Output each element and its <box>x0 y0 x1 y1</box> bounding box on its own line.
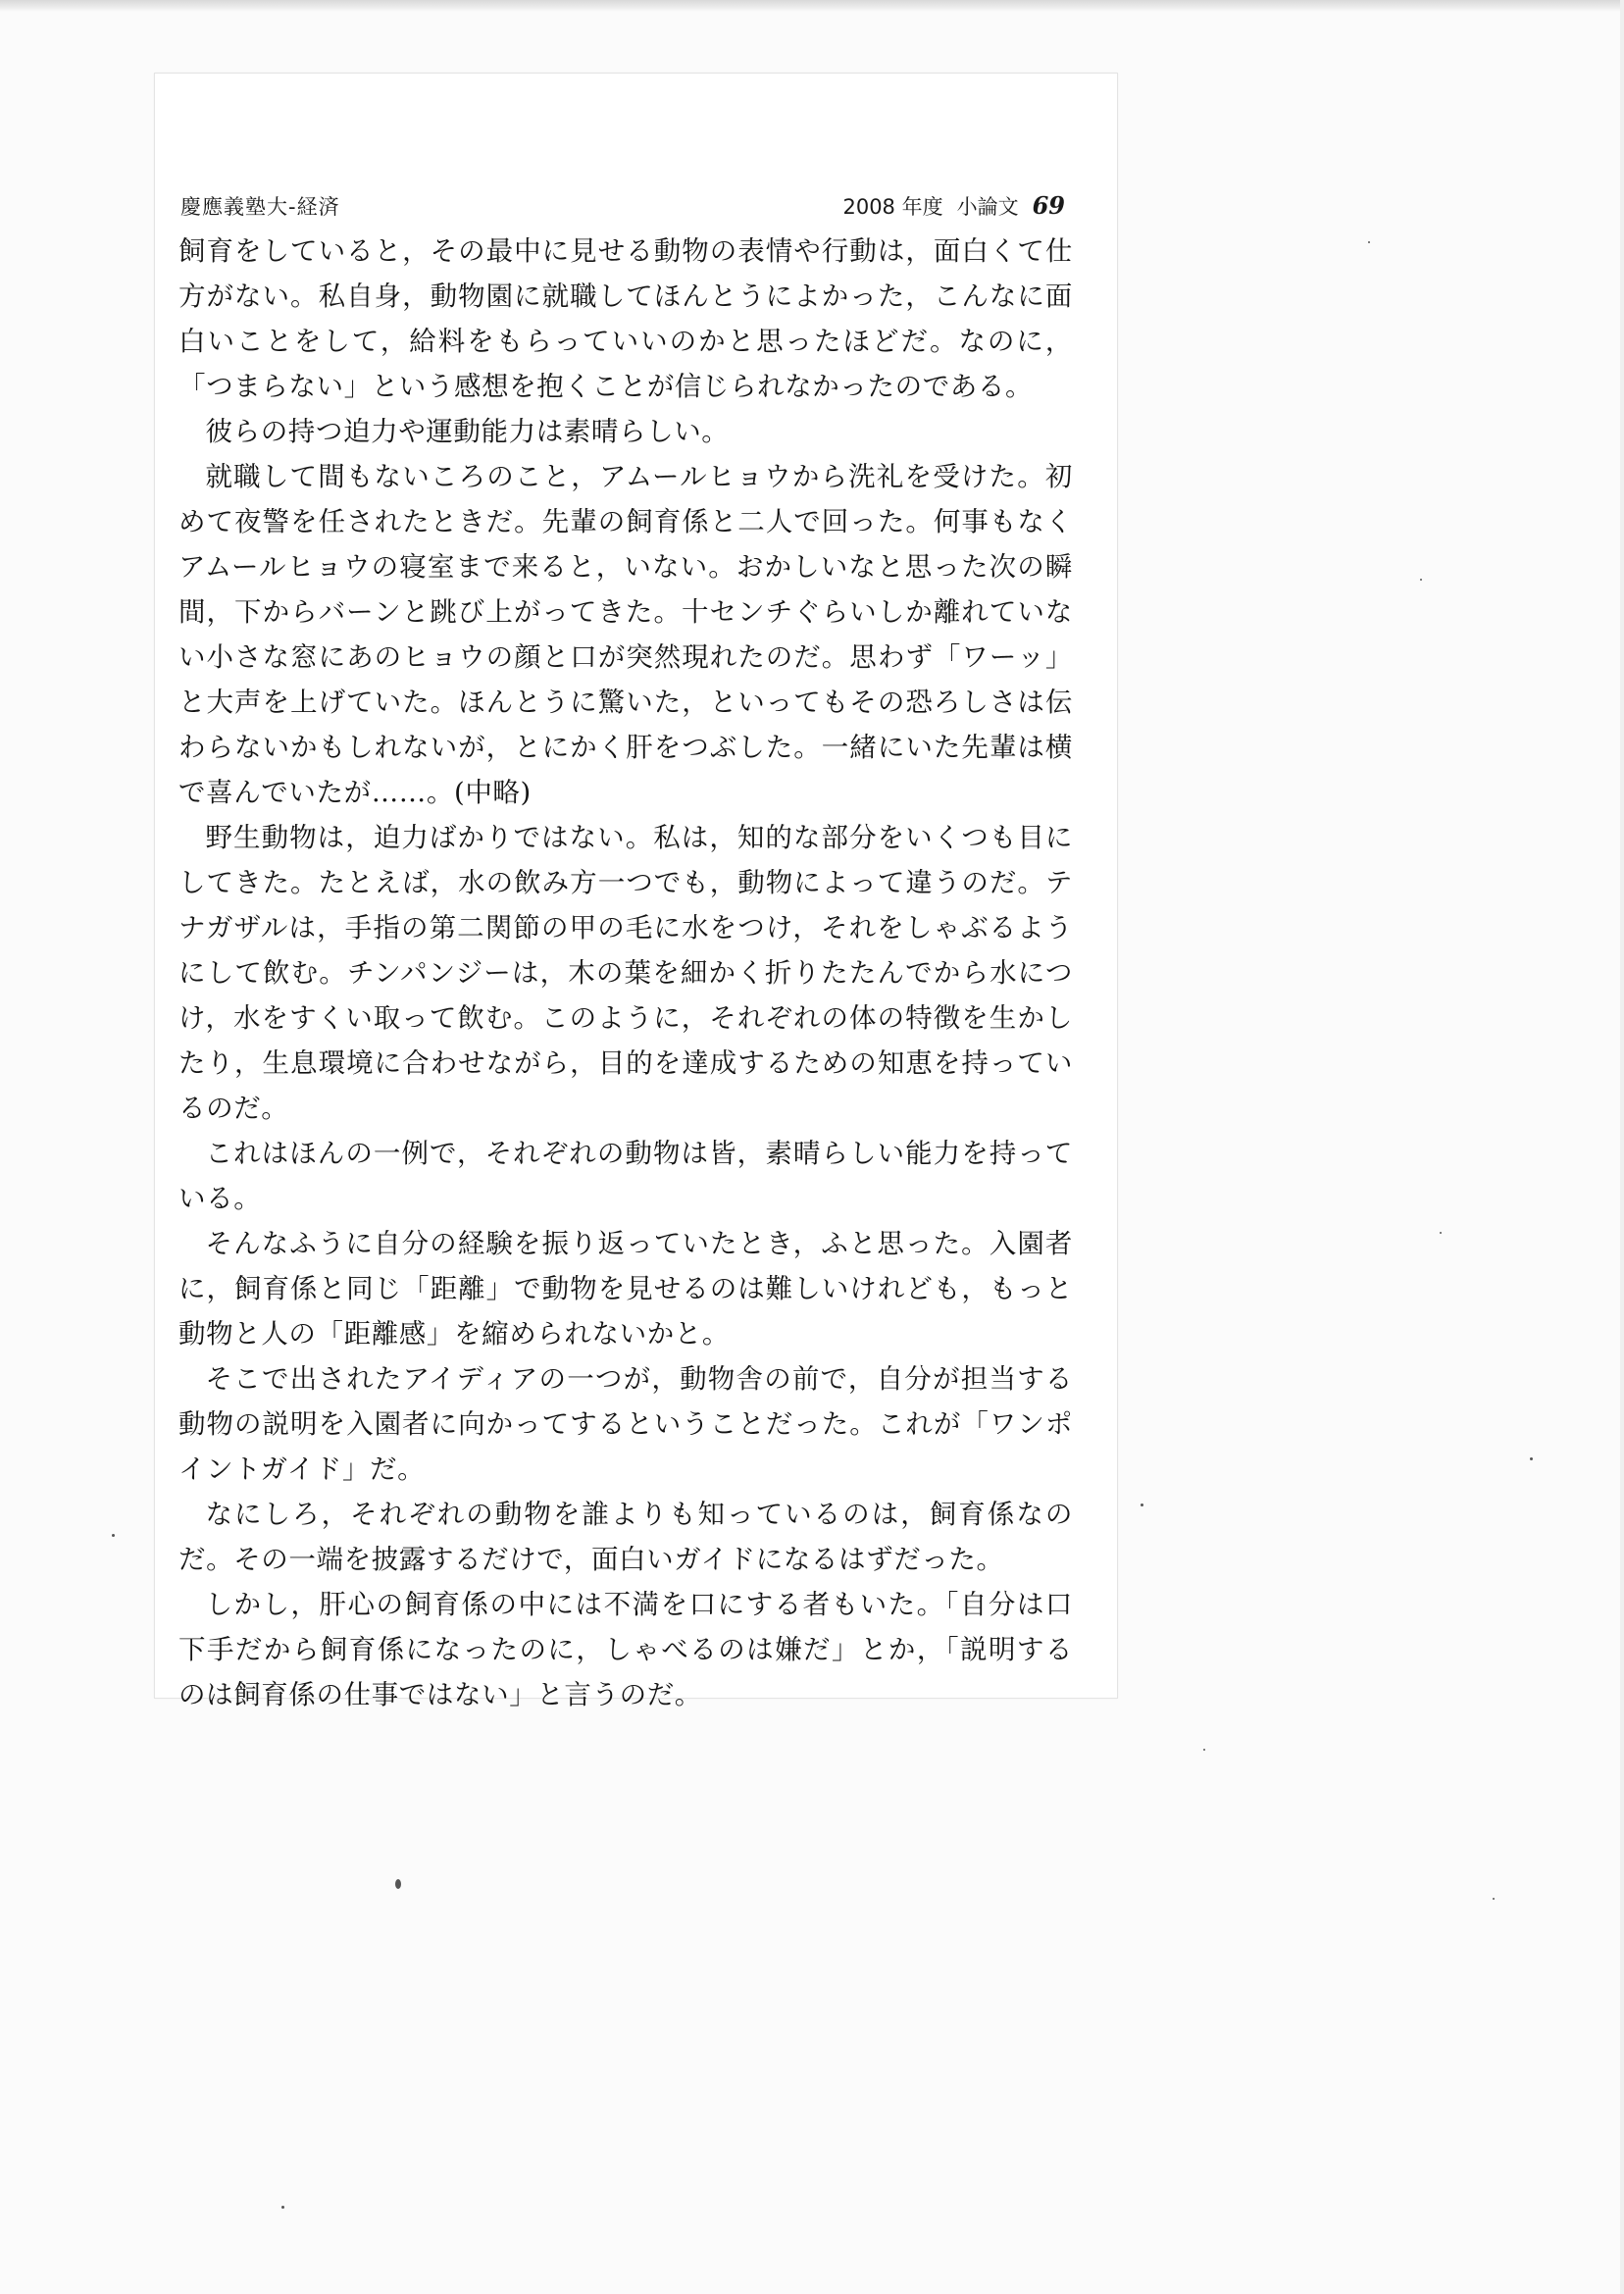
scan-speck <box>1203 1749 1205 1751</box>
scan-speck <box>1440 1232 1442 1234</box>
paragraph-2: 彼らの持つ迫力や運動能力は素晴らしい。 <box>205 416 730 447</box>
paragraph-7: そこで出されたアイディアの一つが，動物舎の前で，自分が担当する動物の説明を入園者に向かってするということだった。これが「ワンポイントガイド」だ。 <box>178 1363 1073 1485</box>
scan-speck <box>395 1879 401 1889</box>
scan-speck <box>1493 1898 1495 1900</box>
scan-speck <box>1420 579 1422 581</box>
paragraph-6: そんなふうに自分の経験を振り返っていたとき，ふと思った。入園者に，飼育係と同じ「距離」で動物を見せるのは難しいけれども，もっと動物と人の「距離感」を縮められないかと。 <box>178 1228 1073 1350</box>
header-year: 2008 年度 <box>842 195 943 219</box>
running-header <box>180 191 1065 227</box>
paragraph-1: 飼育をしていると，その最中に見せる動物の表情や行動は，面白くて仕方がない。私自身，動物園に就職してほんとうによかった，こんなに面白いことをして，給料をもらっていいのかと思ったほどだ。なのに，「つまらない」という感想を抱くことが信じられなかったのである。 <box>178 235 1073 402</box>
scan-top-edge <box>0 0 1624 12</box>
paragraph-3: 就職して間もないころのこと，アムールヒョウから洗礼を受けた。初めて夜警を任されたときだ。先輩の飼育係と二人で回った。何事もなくアムールヒョウの寝室まで来ると，いない。おかしいなと思った次の瞬間，下からバーンと跳び上がってきた。十センチぐらいしか離れていない小さな窓にあのヒョウの顔と口が突然現れたのだ。思わず「ワーッ」と大声を上げていた。ほんとうに驚いた，といってもその恐ろしさは伝わらないかもしれないが，とにかく肝をつぶした。一緒にいた先輩は横で喜んでいたが……。(中略) <box>178 461 1073 808</box>
paragraph-5: これはほんの一例で，それぞれの動物は皆，素晴らしい能力を持っている。 <box>178 1138 1073 1214</box>
header-subject: 小論文 <box>956 195 1019 219</box>
page-number: 69 <box>1032 191 1065 220</box>
scan-right-edge <box>1620 0 1624 2294</box>
header-source: 慶應義塾大-経済 <box>180 195 340 219</box>
scan-speck <box>1368 241 1370 243</box>
body-text <box>178 229 1073 1717</box>
header-meta <box>842 191 1065 221</box>
paragraph-8: なにしろ，それぞれの動物を誰よりも知っているのは，飼育係なのだ。その一端を披露するだけで，面白いガイドになるはずだった。 <box>178 1499 1073 1575</box>
paragraph-9: しかし，肝心の飼育係の中には不満を口にする者もいた。「自分は口下手だから飼育係になったのに，しゃべるのは嫌だ」とか，「説明するのは飼育係の仕事ではない」と言うのだ。 <box>178 1589 1073 1710</box>
scan-speck <box>1530 1457 1533 1460</box>
scan-speck <box>112 1534 115 1537</box>
scan-speck <box>1141 1504 1143 1506</box>
paragraph-4: 野生動物は，迫力ばかりではない。私は，知的な部分をいくつも目にしてきた。たとえば，水の飲み方一つでも，動物によって違うのだ。テナガザルは，手指の第二関節の甲の毛に水をつけ，それをしゃぶるようにして飲む。チンパンジーは，木の葉を細かく折りたたんでから水につけ，水をすくい取って飲む。このように，それぞれの体の特徴を生かしたり，生息環境に合わせながら，目的を達成するための知恵を持っているのだ。 <box>178 822 1073 1124</box>
scanned-page <box>154 73 1118 1710</box>
scan-speck <box>281 2206 284 2209</box>
